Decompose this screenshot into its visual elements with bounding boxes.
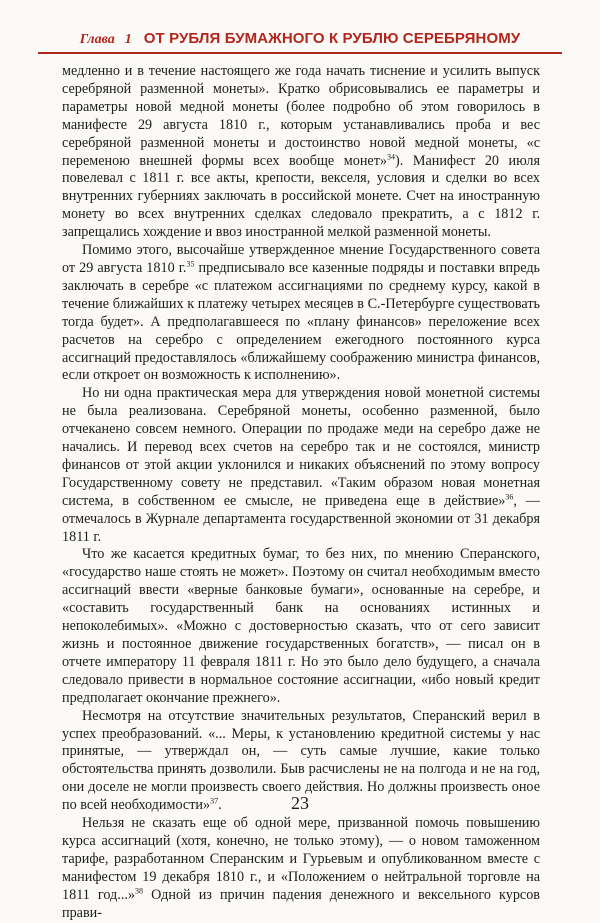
- paragraph-tail: ). Манифест 20 июля повелевал с 1811 г. все акты, крепости, векселя, условия и сделки во всех внутренних губерниях заключать в российской монете. Счет на иностранную монету во всех внутренних сделках следовало прекратить, а с 1812 г. запрещались хождение и ввоз иностранной мелкой разменной монеты.: [62, 152, 540, 241]
- paragraph-text: медленно и в течение настоящего же года начать тиснение и усилить выпуск серебряной разменной монеты». Кратко обрисовывались ее параметры и параметры новой медной монеты (более подробно об этом говорилось в манифесте 29 августа 1810 г., которым устанавливались проба и вес серебряной разменной монеты и достоинство новой медной монеты, «с переменою внешней формы всех вообще монет»: [62, 63, 540, 169]
- paragraph: [62, 815, 540, 922]
- footnote-ref[interactable]: 36: [505, 492, 514, 502]
- footnote-ref[interactable]: 34: [387, 151, 396, 161]
- paragraph: [62, 242, 540, 385]
- chapter-number: 1: [124, 32, 132, 47]
- paragraph: [62, 63, 540, 242]
- running-header: [38, 30, 562, 48]
- paragraph-text: Нельзя не сказать еще об одной мере, призванной помочь повышению курса ассигнаций (хотя, конечно, не только этому), — о новом таможенном тарифе, разработанном Сперанским и Гурьевым и опубликованном вместе с манифестом 19 декабря 1810 г., и «Положением о нейтральной торговле на 1811 год...»: [62, 815, 540, 903]
- paragraph-text: Помимо этого, высочайше утвержденное мнение Государственного совета от 29 августа 1810 г.: [62, 242, 540, 276]
- page-number: 23: [291, 793, 309, 813]
- footnote-ref[interactable]: 37: [210, 796, 219, 806]
- paragraph-text: Несмотря на отсутствие значительных результатов, Сперанский верил в успех преобразований. «... Меры, к установлению кредитной системы у нас принятые, — утверждал он, — суть самые лучшие, какие только обстоятельства принять дозволили. Быв расчислены не на полгода и не на год, они доселе не могли произвесть своего действия. Но должны произвесть оное по всей необходимости»: [62, 707, 540, 814]
- paragraph-tail: .: [218, 797, 222, 814]
- paragraph-text: Но ни одна практическая мера для утверждения новой монетной системы не была реализована. Серебряной монеты, особенно разменной, было отчеканено совсем немного. Операции по продаже меди на серебро даже не начались. И перевод всех счетов на серебро так и не состоялся, министр финансов от этой акции уклонился и никаких объяснений по этому вопросу Государственному совету не представил. «Таким образом новая монетная система, в собственном ее смысле, не приведена еще в действие»: [62, 385, 540, 509]
- footnote-ref[interactable]: 35: [186, 259, 195, 269]
- chapter-label: Глава: [79, 32, 115, 47]
- paragraph-tail: Одной из причин падения денежного и вексельного курсов прави-: [62, 886, 540, 921]
- paragraph-tail: предписывало все казенные подряды и поставки впредь заключать в серебре «с платежом ассигнациями по среднему курсу, какой в течение ближайших к платежу четырех месяцев в С.-Петербурге существовать тогда будет». А предполагавшееся по «плану финансов» переложение всех расчетов на серебро с определением ежегодного постоянного курса ассигнаций предоставлялось «ближайшему соображению министра финансов, если откроет он возможность к исполнению».: [62, 259, 541, 384]
- footnote-ref[interactable]: 38: [135, 885, 144, 895]
- paragraph: [62, 385, 540, 546]
- chapter-title: ОТ РУБЛЯ БУМАЖНОГО К РУБЛЮ СЕРЕБРЯНОМУ: [143, 30, 521, 47]
- paragraph: [62, 546, 540, 707]
- paragraph-text: Что же касается кредитных бумаг, то без них, по мнению Сперанского, «государство наше стоять не может». Поэтому он считал необходимым вместо ассигнаций ввести «верные банковые бумаги», основанные на серебре, и «составить государственный банк на основаниях истинных и непоколебимых». «Можно с достоверностью сказать, что от сего зависит жизнь и постоянное движение государственных богатств», — писал он в отчете императору 11 февраля 1811 г. Но это было дело будущего, а сначала следовало привести в нормальное состояние ассигнации, «ибо новый кредит предполагает окончание прежнего».: [62, 546, 540, 706]
- paragraph-tail: , — отмечалось в Журнале департамента государственной экономии от 31 декабря 1811 г.: [62, 492, 540, 545]
- header-rule: [38, 52, 562, 54]
